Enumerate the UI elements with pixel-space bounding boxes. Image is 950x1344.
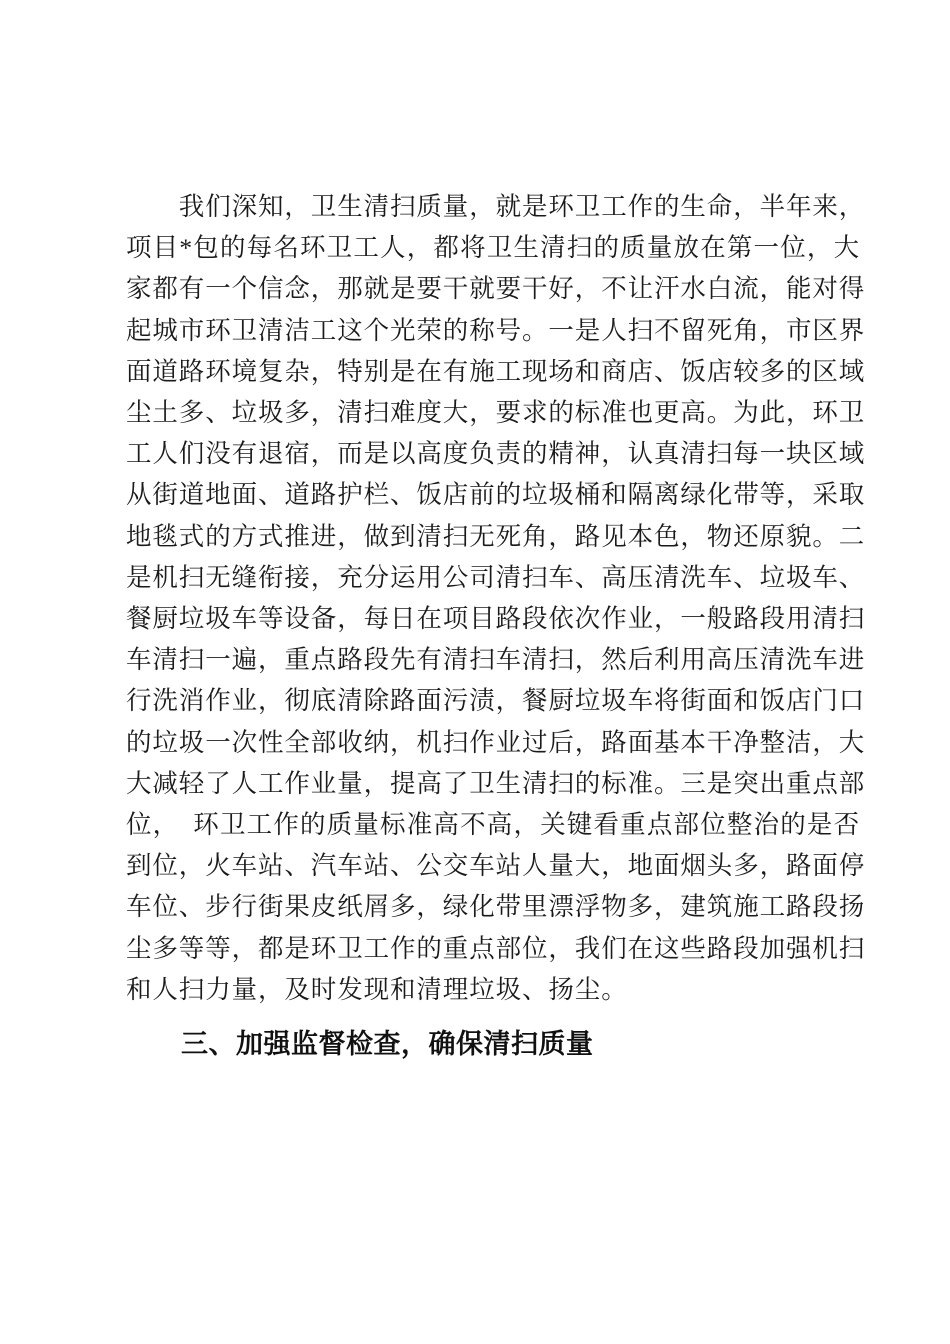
body-line: 面道路环境复杂，特别是在有施工现场和商店、饭店较多的区域	[126, 356, 866, 386]
body-line: 行洗消作业，彻底清除路面污渍，餐厨垃圾车将街面和饭店门口	[126, 686, 866, 716]
body-paragraph	[126, 186, 866, 1010]
body-line: 工人们没有退宿，而是以高度负责的精神，认真清扫每一块区域	[126, 439, 866, 469]
body-line: 到位，火车站、汽车站、公交车站人量大，地面烟头多，路面停	[126, 851, 866, 881]
body-line: 项目*包的每名环卫工人，都将卫生清扫的质量放在第一位，大	[126, 233, 860, 263]
body-line: 尘多等等，都是环卫工作的重点部位，我们在这些路段加强机扫	[126, 933, 866, 963]
body-line: 和人扫力量，及时发现和清理垃圾、扬尘。	[126, 974, 628, 1004]
body-line: 位， 环卫工作的质量标准高不高，关键看重点部位整治的是否	[126, 810, 860, 840]
body-line: 车位、步行街果皮纸屑多，绿化带里漂浮物多，建筑施工路段扬	[126, 892, 866, 922]
body-line: 餐厨垃圾车等设备，每日在项目路段依次作业，一般路段用清扫	[126, 604, 866, 634]
body-line: 车清扫一遍，重点路段先有清扫车清扫，然后利用高压清洗车进	[126, 645, 866, 675]
body-line: 地毯式的方式推进，做到清扫无死角，路见本色，物还原貌。二	[126, 521, 866, 551]
body-line: 尘土多、垃圾多，清扫难度大，要求的标准也更高。为此，环卫	[126, 398, 866, 428]
body-line: 家都有一个信念，那就是要干就要干好，不让汗水白流，能对得	[126, 274, 866, 304]
body-line: 大减轻了人工作业量，提高了卫生清扫的标准。三是突出重点部	[126, 768, 866, 798]
body-line: 我们深知，卫生清扫质量，就是环卫工作的生命，半年来，	[126, 192, 866, 221]
body-line: 起城市环卫清洁工这个光荣的称号。一是人扫不留死角，市区界	[126, 315, 866, 345]
body-line: 是机扫无缝衔接，充分运用公司清扫车、高压清洗车、垃圾车、	[126, 562, 866, 592]
body-line: 从街道地面、道路护栏、饭店前的垃圾桶和隔离绿化带等，采取	[126, 480, 866, 510]
body-line: 的垃圾一次性全部收纳，机扫作业过后，路面基本干净整洁，大	[126, 727, 866, 757]
page-content	[126, 186, 866, 1065]
section-heading: 三、加强监督检查，确保清扫质量	[181, 1029, 594, 1060]
